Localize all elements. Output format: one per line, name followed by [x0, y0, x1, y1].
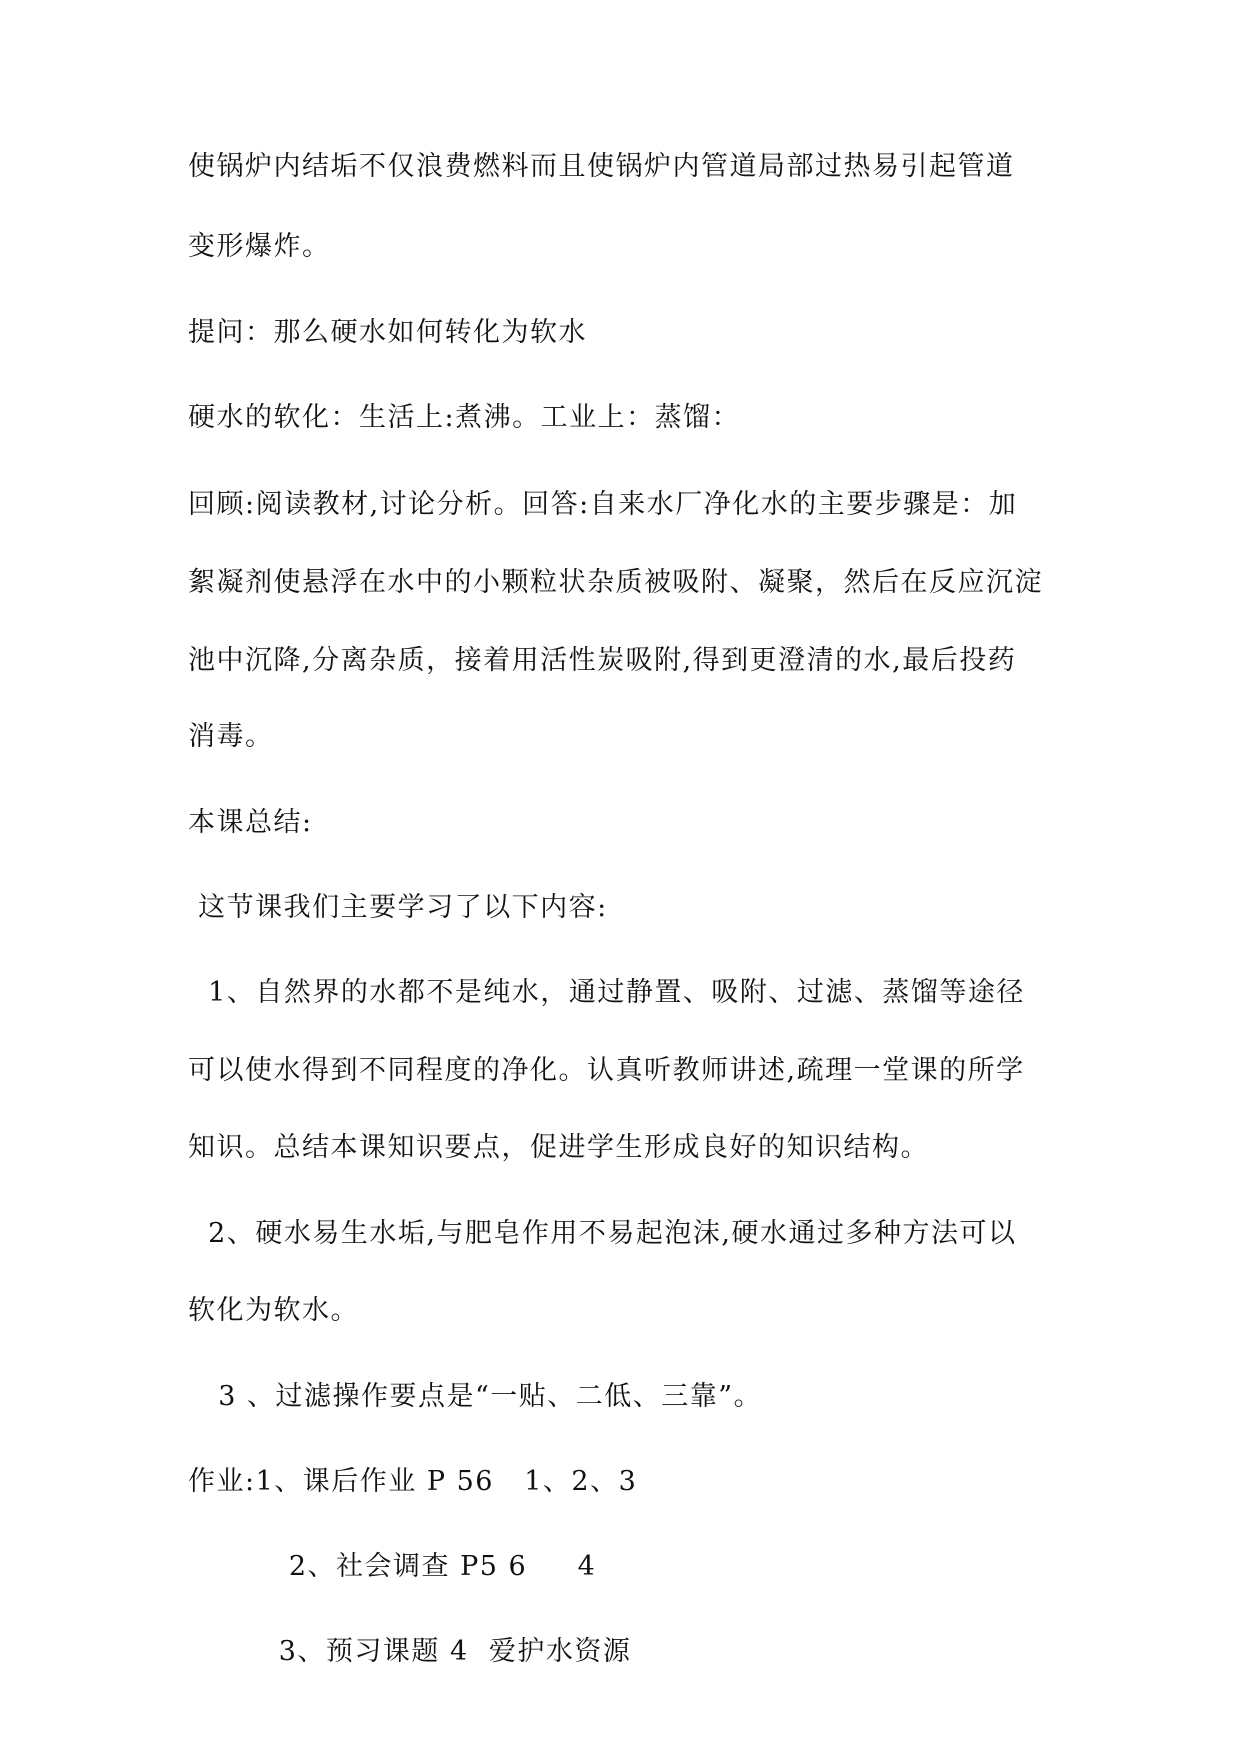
- review-line: 池中沉降,分离杂质，接着用活性炭吸附,得到更澄清的水,最后投药: [188, 645, 1017, 676]
- summary-point-1: 可以使水得到不同程度的净化。认真听教师讲述,疏理一堂课的所学: [188, 1055, 1025, 1086]
- summary-point-2: 软化为软水。: [188, 1295, 359, 1326]
- paragraph-line: 使锅炉内结垢不仅浪费燃料而且使锅炉内管道局部过热易引起管道: [188, 151, 1015, 182]
- homework-line: 作业:1、课后作业 P 56 1、2、3: [188, 1466, 638, 1497]
- paragraph-line: 变形爆炸。: [188, 231, 331, 262]
- homework-line: 2、社会调查 P5 6 4: [188, 1551, 597, 1582]
- summary-point-2: 2、硬水易生水垢,与肥皂作用不易起泡沫,硬水通过多种方法可以: [188, 1218, 1017, 1249]
- summary-heading: 本课总结:: [188, 807, 313, 838]
- summary-point-1: 知识。总结本课知识要点，促进学生形成良好的知识结构。: [188, 1132, 929, 1163]
- summary-point-1: 1、自然界的水都不是纯水，通过静置、吸附、过滤、蒸馏等途径: [188, 977, 1025, 1008]
- summary-point-3: 3 、过滤操作要点是“一贴、二低、三靠”。: [188, 1381, 763, 1412]
- review-line: 回顾:阅读教材,讨论分析。回答:自来水厂净化水的主要步骤是：加: [188, 489, 1018, 520]
- homework-line: 3、预习课题 4 爱护水资源: [188, 1636, 632, 1667]
- softening-line: 硬水的软化：生活上:煮沸。工业上：蒸馏：: [188, 402, 741, 433]
- question-line: 提问：那么硬水如何转化为软水: [188, 317, 587, 348]
- review-line: 絮凝剂使悬浮在水中的小颗粒状杂质被吸附、凝聚，然后在反应沉淀: [188, 567, 1043, 598]
- review-line: 消毒。: [188, 721, 274, 752]
- summary-intro: 这节课我们主要学习了以下内容:: [188, 892, 608, 923]
